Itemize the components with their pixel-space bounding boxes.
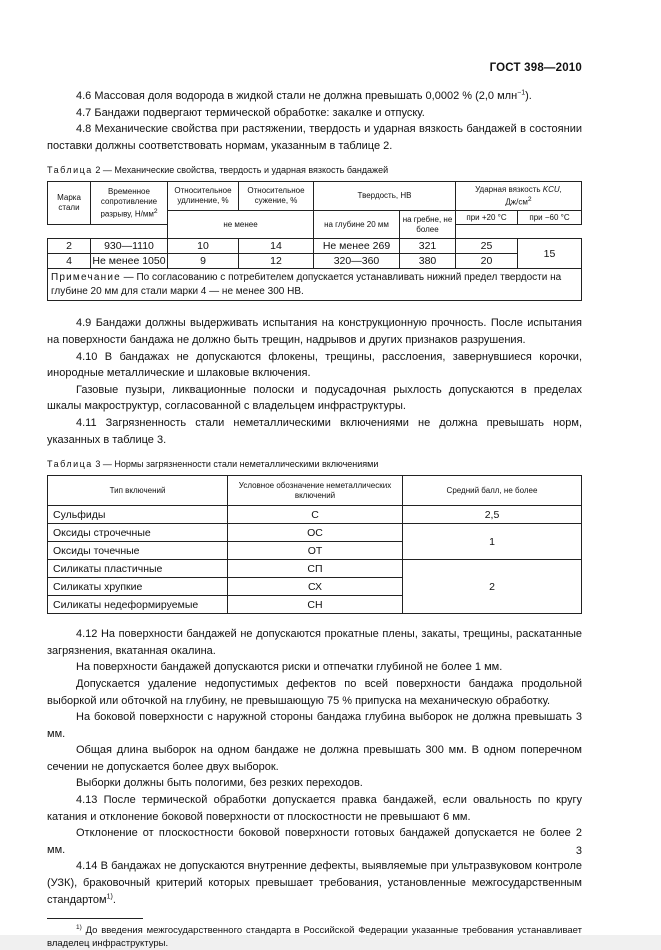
table-row — [48, 524, 582, 542]
paragraph-4-12: 4.12 На поверхности бандажей не допускаются прокатные плены, закаты, трещины, раскатанные загрязнения, вкатанная окалина. — [47, 628, 582, 657]
paragraph-4-14-text: 4.14 В бандажах не допускаются внутренние дефекты, выявляемые при ультразвуковом контроле (УЗК), браковочный критерий которых превышает требования, установленные межгосударственным стандартом — [47, 860, 582, 906]
header-score: Средний балл, не более — [403, 476, 582, 506]
paragraph-flatness: Отклонение от плоскостности боковой поверхности готовых бандажей допускается не более 2 мм. — [47, 827, 582, 856]
footnote-marker: 1) — [76, 924, 82, 932]
cell-type: Оксиды строчечные — [48, 524, 228, 542]
cell-udl: 9 — [168, 254, 239, 269]
header-udl: Относительное удлинение, % — [168, 182, 239, 211]
cell-marka: 2 — [48, 239, 91, 254]
paragraph-gas: Газовые пузыри, ликвационные полоски и подусадочная рыхлость допускаются в пределах шкалы макроструктур, согласованной с владельцем инфраструктуры. — [47, 383, 582, 413]
paragraph-removal: Допускается удаление недопустимых дефектов по всей поверхности бандажа продольной выборкой или обточкой на глубину, не превышающую 75 % припуска на механическую обработку. — [47, 677, 582, 707]
footnote-ref: 1) — [106, 892, 113, 900]
paragraph-side: На боковой поверхности с наружной стороны бандажа глубина выборок не должна превышать 3 мм. — [47, 711, 582, 740]
paragraph-4-14-tail: . — [112, 893, 116, 906]
paragraph-4-8: 4.8 Механические свойства при растяжении, твердость и ударная вязкость бандажей в состоянии поставки должны соответствовать нормам, указанным в таблице 2. — [47, 123, 582, 152]
cell-score-oxides: 1 — [403, 524, 582, 560]
header-marka: Марка стали — [48, 182, 91, 225]
header-t20: при +20 °С — [456, 211, 518, 225]
table-row — [48, 560, 582, 578]
header-udar-sup: 2 — [527, 196, 532, 204]
header-glub: на глубине 20 мм — [314, 211, 400, 239]
cell-type: Силикаты хрупкие — [48, 578, 228, 596]
paragraph-4-11: 4.11 Загрязненность стали неметаллическими включениями не должна превышать норм, указанных в таблице 3. — [47, 416, 582, 446]
cell-type: Силикаты пластичные — [48, 560, 228, 578]
paragraph-4-13: 4.13 После термической обработки допускается правка бандажей, если овальность по кругу катания и отклонение боковой поверхности от плоскостности не превышают 6 мм. — [47, 794, 582, 823]
paragraph-risks: На поверхности бандажей допускаются риски и отпечатки глубиной не более 1 мм. — [76, 661, 503, 674]
cell-code: СХ — [228, 578, 403, 596]
paragraph-4-9: 4.9 Бандажи должны выдерживать испытания на конструкционную прочность. После испытания на поверхности бандажа не должно быть трещин, надрывов и других признаков разрушения. — [47, 317, 582, 346]
header-udar-unit: Дж/см — [505, 197, 528, 207]
table2-caption-text: 2 — Механические свойства, твердость и ударная вязкость бандажей — [95, 165, 389, 176]
paragraph-4-7: 4.7 Бандажи подвергают термической обработке: закалке и отпуску. — [76, 106, 425, 119]
superscript: −1 — [517, 89, 526, 97]
cell-code: ОТ — [228, 542, 403, 560]
header-nemenee: не менее — [168, 211, 314, 239]
header-udar-text: Ударная вязкость — [475, 185, 541, 195]
header-vrem — [91, 182, 168, 225]
table3-caption — [47, 458, 582, 470]
header-vrem-text: Временное сопротивление разрыву, Н/мм — [100, 187, 158, 219]
footnote-text: До введения межгосударственного стандарта в Российской Федерации указанные требования устанавливает владелец инфраструктуры. — [47, 925, 582, 950]
table2-caption-label: Таблица — [47, 165, 93, 176]
cell-glub: Не менее 269 — [314, 239, 400, 254]
cell-code: С — [228, 506, 403, 524]
cell-greb: 380 — [400, 254, 456, 269]
footnote — [47, 921, 582, 950]
table-2 — [47, 181, 582, 301]
cell-glub: 320—360 — [314, 254, 400, 269]
cell-t20: 25 — [456, 239, 518, 254]
cell-code: СН — [228, 596, 403, 614]
cell-vrem: Не менее 1050 — [92, 255, 166, 268]
header-spacer-right — [91, 225, 168, 239]
table3-caption-text: 3 — Нормы загрязненности стали неметаллическими включениями — [95, 459, 379, 470]
table3-caption-label: Таблица — [47, 459, 93, 470]
header-vrem-sup: 2 — [153, 208, 158, 216]
paragraph-smooth: Выборки должны быть пологими, без резких переходов. — [76, 777, 363, 790]
cell-code: ОС — [228, 524, 403, 542]
table-row — [48, 506, 582, 524]
paragraph-length: Общая длина выборок на одном бандаже не должна превышать 300 мм. В одном поперечном сечении не допускается более двух выборок. — [47, 744, 582, 773]
header-designation: Условное обозначение неметаллических включений — [228, 476, 403, 506]
cell-type: Силикаты недеформируемые — [48, 596, 228, 614]
header-tm60: при −60 °С — [518, 211, 582, 225]
table-3 — [47, 475, 582, 614]
paragraph-4-6 — [47, 88, 582, 105]
cell-suzh: 12 — [239, 254, 314, 269]
table2-caption — [47, 164, 582, 176]
table-row — [48, 239, 582, 254]
paragraph-4-6-tail: ). — [525, 90, 532, 102]
paragraph-4-6-text: 4.6 Массовая доля водорода в жидкой стали не должна превышать 0,0002 % (2,0 млн — [76, 90, 518, 102]
header-greb: на гребне, не более — [400, 211, 456, 239]
note-label: Примечание — [51, 272, 121, 284]
cell-marka: 4 — [48, 254, 91, 269]
page-content — [47, 88, 582, 950]
header-spacer-left — [48, 225, 91, 239]
cell-suzh: 14 — [239, 239, 314, 254]
cell-tm60-merged: 15 — [518, 239, 582, 269]
paragraph-4-10: 4.10 В бандажах не допускаются флокены, трещины, расслоения, завернувшиеся корочки, инородные металлические и шлаковые включения. — [47, 350, 582, 380]
cell-type: Сульфиды — [48, 506, 228, 524]
cell-code: СП — [228, 560, 403, 578]
cell-type: Оксиды точечные — [48, 542, 228, 560]
header-udar-ksu: KCU, — [542, 185, 562, 195]
header-udar — [456, 182, 582, 211]
cell-udl: 10 — [168, 239, 239, 254]
table-row — [48, 254, 582, 269]
cell-score-sulfides: 2,5 — [403, 506, 582, 524]
cell-score-silicates: 2 — [403, 560, 582, 614]
cell-t20: 20 — [456, 254, 518, 269]
cell-vrem: 930—1110 — [91, 239, 168, 254]
note-text: — По согласованию с потребителем допускается устанавливать нижний предел твердости на глубине 20 мм для стали марки 4 — не менее 300 НВ. — [51, 272, 562, 297]
header-suzh: Относительное сужение, % — [239, 182, 314, 211]
table2-note — [48, 269, 582, 301]
standard-header: ГОСТ 398—2010 — [489, 62, 582, 74]
page-number: 3 — [575, 845, 582, 857]
paragraph-4-14 — [47, 858, 582, 908]
footnote-divider — [47, 918, 143, 919]
cell-greb: 321 — [400, 239, 456, 254]
header-type: Тип включений — [48, 476, 228, 506]
header-tverd: Твердость, НВ — [314, 182, 456, 211]
